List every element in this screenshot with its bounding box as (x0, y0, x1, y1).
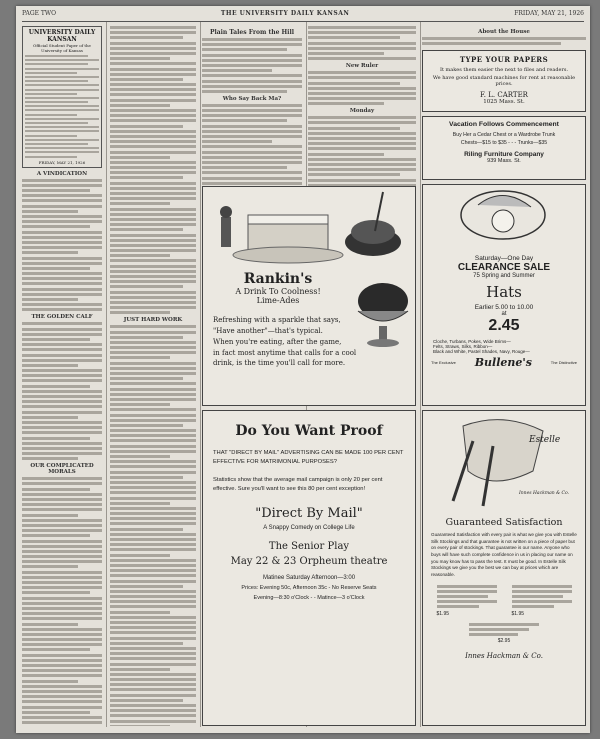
text-column-2 (110, 26, 196, 726)
sundae-illustration (353, 271, 413, 351)
price-tag: $1.95 (436, 610, 450, 617)
about-house-top (422, 26, 586, 48)
masthead-dateline: FRIDAY, MAY 21, 1926 (38, 159, 86, 165)
play-sub: A Snappy Comedy on College Life (263, 525, 355, 532)
price-tag: $1.95 (511, 610, 525, 617)
sale-price: 2.45 (488, 317, 520, 334)
rankins-body: "Have another"—that's typical. (213, 326, 323, 335)
typewriter-name: F. L. CARTER (480, 91, 528, 99)
column-divider (200, 22, 201, 727)
proof-p2: Statistics show that the average mail campaign is only 20 per cent effective. Sure you'll want to see this 80 per cent exception! (213, 476, 383, 492)
paper-title: THE UNIVERSITY DAILY KANSAN (220, 10, 350, 17)
sale-line2: CLEARANCE SALE (457, 262, 551, 273)
stocking-illustration (423, 411, 585, 511)
hackman-maker: Innes Hackman & Co. (519, 491, 570, 496)
rankins-body: Refreshing with a sparkle that says, (213, 316, 341, 324)
page-header (22, 10, 584, 20)
sale-at: at (501, 311, 507, 317)
editorial-column (22, 26, 102, 726)
column-divider (420, 22, 421, 727)
sale-desc: Black and White, Pastel Shades, Navy, Rouge— (433, 349, 530, 354)
rankins-tag2: Lime-Ades (256, 296, 300, 305)
typewriter-line1: It makes them easier the next to files and readers. (439, 67, 569, 73)
headline: THE GOLDEN CALF (31, 314, 93, 321)
hackman-title: Guaranteed Satisfaction (445, 517, 563, 528)
play-title: "Direct By Mail" (255, 506, 363, 522)
rankins-ad (202, 186, 416, 406)
sale-desc: Felts, Straws, Silks, Ribbon— (433, 344, 493, 349)
sale-desc: Cloche, Turbans, Pokes, Wide Brims— (433, 339, 511, 344)
masthead (22, 26, 102, 168)
masthead-name: UNIVERSITY DAILY KANSAN (28, 29, 96, 43)
headline: JUST HARD WORK (123, 317, 183, 324)
column-divider (106, 22, 107, 727)
sale-line1: Saturday—One Day (474, 255, 534, 262)
rankins-body: When you're eating, after the game, (213, 337, 342, 346)
headline: A VINDICATION (36, 170, 88, 177)
typewriter-ad (422, 50, 586, 112)
hackman-body: Guaranteed Satisfaction with every pair is what we give you with Estelle Silk Stockings and that guarantee is not written on a piece of paper but on every pair of stockings. That guarantee is our name. Anyone who buys will have such complete confidence in us in placing our name on you may know has to pass the test. It must be good. In Estelle Silk Stockings we give you the best we can buy at prices which are reasonable. (431, 532, 577, 577)
play-dates: May 22 & 23 Orpheum theatre (230, 556, 388, 568)
rankins-tag1: A Drink To Coolness! (235, 287, 321, 296)
typewriter-title: TYPE YOUR PAPERS (459, 55, 549, 64)
price-tag: $2.95 (497, 638, 511, 645)
vacation-line1: Buy Her a Cedar Chest or a Wardrobe Trunk (452, 132, 556, 138)
plain-tales-column (202, 26, 302, 186)
hat-illustration (423, 185, 585, 255)
rankins-body: drink, is the time you'll call for more. (213, 359, 346, 368)
rankins-body: in fact most anytime that calls for a cool (213, 348, 357, 357)
prices: Prices: Evening 50c, Afternoon 35c - No Reserve Seats (241, 585, 377, 592)
news-column (308, 26, 416, 186)
vacation-line2: Chests—$15 to $35 - - - Trunks—$35 (460, 140, 548, 146)
times: Evening—8:30 o'Clock - - Matince—3 o'Clock (253, 595, 365, 602)
hackman-footer: Innes Hackman & Co. (465, 652, 543, 661)
senior-play: The Senior Play (268, 541, 350, 553)
sale-price-note: Earlier 5.00 to 10.00 (474, 304, 534, 311)
headline: Monday (349, 108, 375, 115)
proof-title: Do You Want Proof (235, 423, 383, 439)
typewriter-addr: 1025 Mass. St. (483, 99, 525, 105)
vacation-title: Vacation Follows Commencement (449, 121, 559, 128)
newspaper-page (16, 6, 590, 733)
masthead-sub: Official Student Paper of the University of Kansas (33, 43, 91, 53)
direct-by-mail-ad (202, 410, 416, 726)
matinee: Matinee Saturday Afternoon—3:00 (262, 575, 356, 582)
rankins-name: Rankin's (243, 271, 313, 287)
typewriter-line2: We have good standard machines for rent at reasonable prices. (432, 75, 576, 87)
headline: New Ruler (345, 63, 379, 70)
sale-hats: Hats (486, 283, 522, 301)
hackman-ad (422, 410, 586, 726)
vacation-ad (422, 116, 586, 180)
proof-p1: THAT "DIRECT BY MAIL" ADVERTISING CAN BE MADE 100 PER CENT EFFECTIVE FOR MATRIMONIAL PURPOSES? (213, 450, 404, 466)
headline: OUR COMPLICATED MORALS (30, 463, 94, 476)
vacation-addr: 939 Mass. St. (487, 158, 521, 164)
store-name: Bullene's (474, 356, 532, 369)
vacation-store: Riling Furniture Company (464, 151, 544, 158)
sale-line3: 75 Spring and Summer (473, 273, 535, 279)
headline: Who Say Back Ma? (222, 95, 282, 102)
page-number: PAGE TWO (22, 10, 56, 17)
bullenes-ad (422, 184, 586, 406)
store-left-tag: The Exclusive (431, 360, 456, 365)
store-right-tag: The Distinctive (550, 360, 577, 365)
estelle-brand: Estelle (529, 435, 561, 445)
headline: About the House (478, 29, 530, 35)
rankins-illustration (203, 187, 415, 267)
headline: Plain Tales From the Hill (209, 29, 295, 36)
page-date: FRIDAY, MAY 21, 1926 (514, 10, 584, 17)
